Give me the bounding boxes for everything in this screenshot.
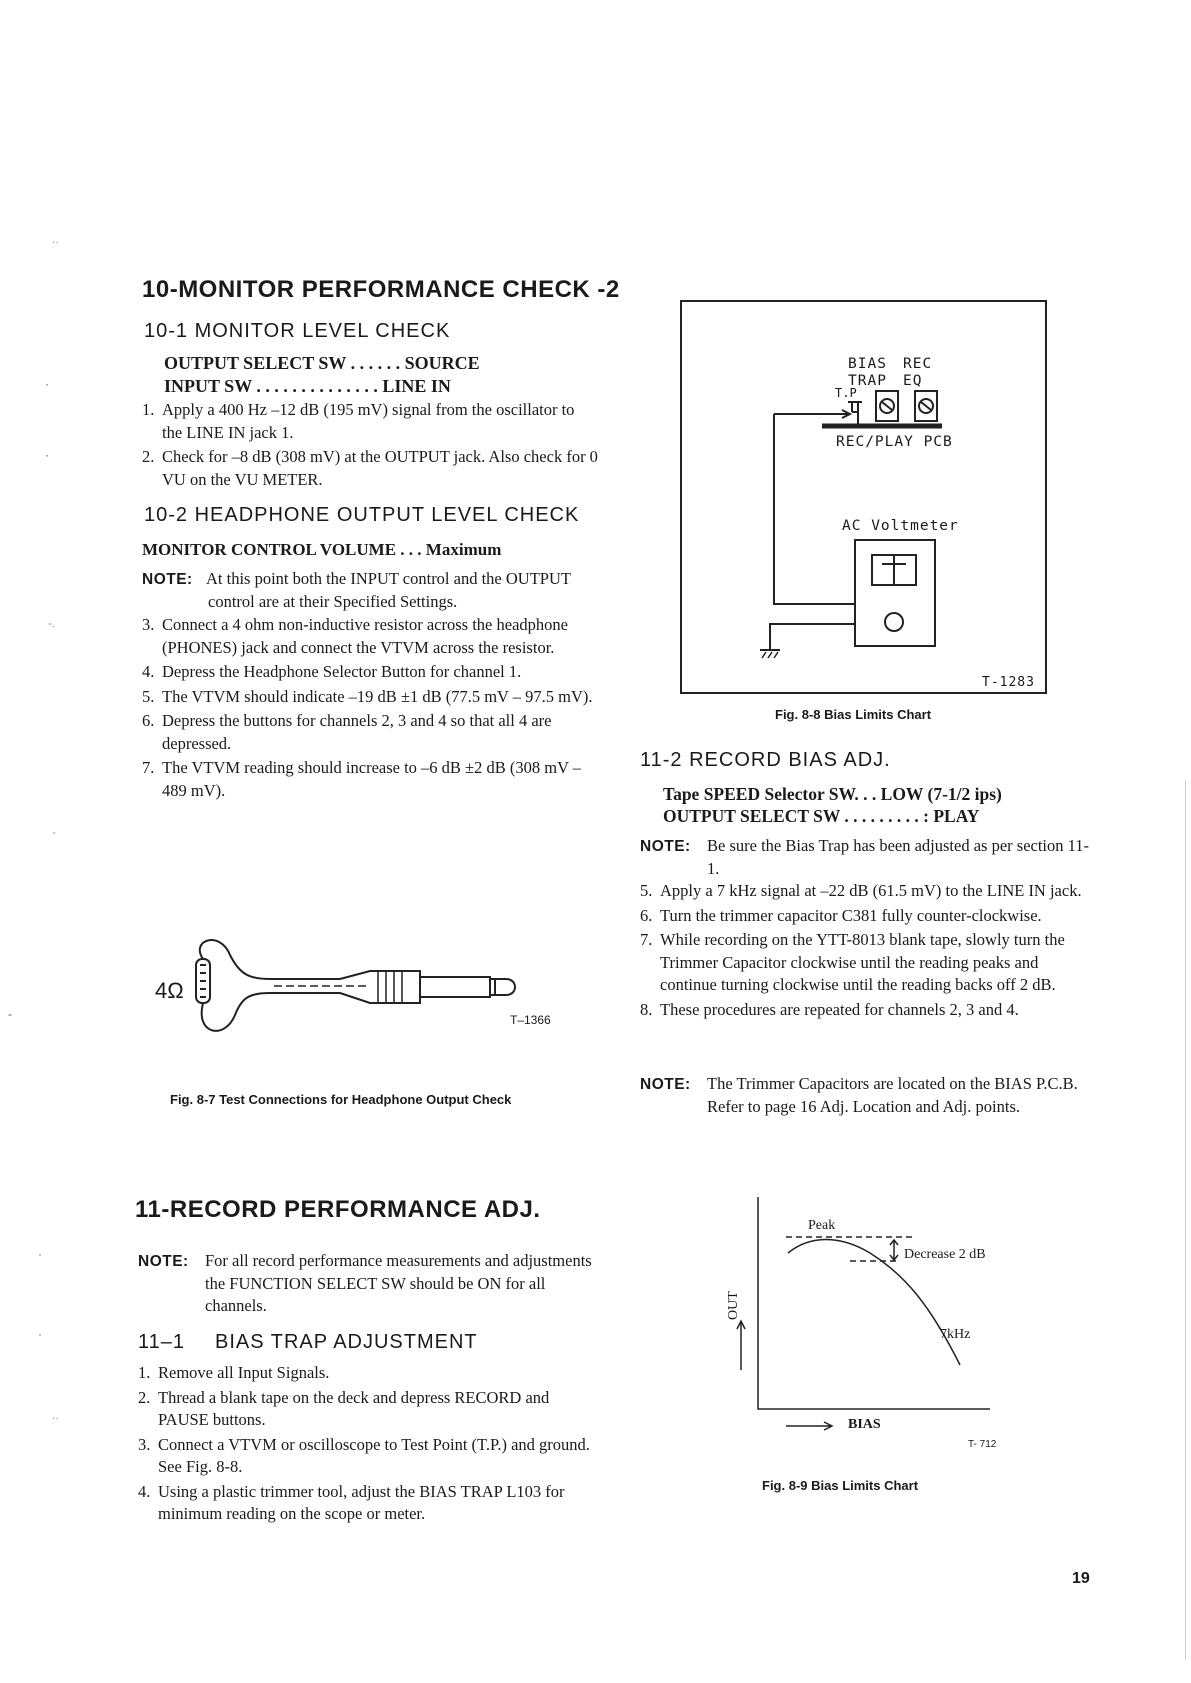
section-10-1-steps bbox=[142, 399, 598, 493]
section-10-2-title: 10-2 HEADPHONE OUTPUT LEVEL CHECK bbox=[144, 504, 580, 526]
list-item: 2. Check for –8 dB (308 mV) at the OUTPUT jack. Also check for 0 VU on the VU METER. bbox=[142, 447, 598, 489]
list-item: 3. Connect a VTVM or oscilloscope to Test Point (T.P.) and ground. See Fig. 8-8. bbox=[138, 1434, 590, 1476]
fig-8-9-caption: Fig. 8-9 Bias Limits Chart bbox=[762, 1478, 919, 1493]
list-item: 1. Remove all Input Signals. bbox=[138, 1363, 330, 1382]
out-arrow-icon bbox=[737, 1321, 745, 1370]
list-item: 3. Connect a 4 ohm non-inductive resistor across the headphone (PHONES) jack and connect the VTVM across the resistor. bbox=[142, 615, 568, 657]
page-number: 19 bbox=[1072, 1570, 1090, 1587]
list-item: 6. Turn the trimmer capacitor C381 fully counter-clockwise. bbox=[640, 905, 1042, 925]
decrease-arrow-icon bbox=[890, 1240, 898, 1260]
headphone-plug-diagram bbox=[150, 935, 570, 1045]
note-text: Be sure the Bias Trap has been adjusted as per section 11-1. bbox=[707, 836, 1090, 878]
note-label: NOTE: bbox=[640, 1076, 691, 1093]
tape-speed-setting: Tape SPEED Selector SW. . . LOW (7-1/2 ips) bbox=[663, 784, 1002, 804]
note-label: NOTE: bbox=[142, 571, 193, 588]
list-item: 7. The VTVM reading should increase to –6 dB ±2 dB (308 mV – 489 mV). bbox=[142, 758, 582, 800]
section-11-2-note-2 bbox=[640, 1073, 1096, 1118]
section-11-1-title: BIAS TRAP ADJUSTMENT bbox=[215, 1331, 478, 1353]
note-text: The Trimmer Capacitors are located on the BIAS P.C.B. Refer to page 16 Adj. Location and Adj. points. bbox=[707, 1074, 1078, 1116]
decrease-label: Decrease 2 dB bbox=[904, 1247, 986, 1262]
list-item: 1. Apply a 400 Hz –12 dB (195 mV) signal from the oscillator to the LINE IN jack 1. bbox=[142, 400, 575, 442]
section-11-1-number: 11–1 bbox=[138, 1331, 186, 1353]
list-item: 4. Depress the Headphone Selector Button for channel 1. bbox=[142, 662, 522, 681]
note-text: For all record performance measurements and adjustments the FUNCTION SELECT SW should be ON for all channels. bbox=[205, 1251, 592, 1315]
voltmeter-label: AC Voltmeter bbox=[842, 518, 959, 534]
list-item: 8. These procedures are repeated for channels 2, 3 and 4. bbox=[640, 999, 1019, 1019]
section-11-note bbox=[138, 1250, 598, 1318]
fig-8-8-box bbox=[680, 300, 1047, 694]
fig-8-7-ref: T–1366 bbox=[510, 1013, 551, 1027]
section-10-2-steps bbox=[142, 614, 598, 804]
fig-8-8-ref: T-1283 bbox=[982, 675, 1035, 690]
input-sw-setting: INPUT SW . . . . . . . . . . . . . . LINE IN bbox=[164, 376, 451, 396]
section-11-title: 11-RECORD PERFORMANCE ADJ. bbox=[135, 1196, 541, 1223]
section-11-2-title: 11-2 RECORD BIAS ADJ. bbox=[640, 749, 891, 771]
chart-axes bbox=[758, 1197, 990, 1409]
scan-edge-line bbox=[1185, 780, 1186, 1660]
list-item: 6. Depress the buttons for channels 2, 3 and 4 so that all 4 are depressed. bbox=[142, 711, 552, 753]
output-select-play-setting: OUTPUT SELECT SW . . . . . . . . . : PLAY bbox=[663, 806, 980, 826]
7khz-label: 7kHz bbox=[940, 1327, 971, 1342]
monitor-control-setting: MONITOR CONTROL VOLUME . . . Maximum bbox=[142, 540, 502, 559]
pcb-label: REC/PLAY PCB bbox=[836, 434, 953, 450]
section-10-title: 10-MONITOR PERFORMANCE CHECK -2 bbox=[142, 276, 620, 303]
list-item: 5. The VTVM should indicate –19 dB ±1 dB (77.5 mV – 97.5 mV). bbox=[142, 686, 593, 706]
list-item: 5. Apply a 7 kHz signal at –22 dB (61.5 mV) to the LINE IN jack. bbox=[640, 881, 1082, 900]
y-axis-label: OUT bbox=[726, 1291, 741, 1320]
list-item: 4. Using a plastic trimmer tool, adjust the BIAS TRAP L103 for minimum reading on the scope or meter. bbox=[138, 1481, 565, 1523]
note-text: At this point both the INPUT control and the OUTPUT control are at their Specified Settings. bbox=[206, 569, 571, 611]
fig-8-7-illustration bbox=[150, 935, 570, 1045]
section-11-2-steps bbox=[640, 880, 1096, 1023]
fig-8-8-caption: Fig. 8-8 Bias Limits Chart bbox=[775, 707, 932, 722]
fig-8-7-caption: Fig. 8-7 Test Connections for Headphone Output Check bbox=[170, 1092, 512, 1107]
x-axis-label: BIAS bbox=[848, 1417, 881, 1432]
bias-arrow-icon bbox=[786, 1422, 832, 1430]
rec-eq-label: REC EQ bbox=[903, 356, 933, 389]
note-label: NOTE: bbox=[138, 1253, 189, 1270]
bias-trap-label: BIAS TRAP bbox=[848, 356, 887, 389]
section-11-1-steps bbox=[138, 1362, 598, 1528]
section-10-2-note bbox=[142, 568, 598, 613]
output-select-setting: OUTPUT SELECT SW . . . . . . SOURCE bbox=[164, 353, 480, 373]
fig-8-9-ref: T- 712 bbox=[968, 1439, 997, 1450]
section-11-2-note-1 bbox=[640, 835, 1096, 880]
test-point-label: T.P bbox=[835, 386, 857, 400]
resistor-label: 4Ω bbox=[155, 978, 184, 1003]
list-item: 2. Thread a blank tape on the deck and depress RECORD and PAUSE buttons. bbox=[138, 1387, 550, 1429]
peak-label: Peak bbox=[808, 1218, 836, 1233]
note-label: NOTE: bbox=[640, 838, 691, 855]
fig-8-9-chart bbox=[726, 1195, 1030, 1465]
section-10-1-title: 10-1 MONITOR LEVEL CHECK bbox=[144, 320, 451, 342]
list-item: 7. While recording on the YTT-8013 blank tape, slowly turn the Trimmer Capacitor clockwise until the reading peaks and continue turning clockwise until the reading backs off 2 dB. bbox=[640, 930, 1065, 994]
